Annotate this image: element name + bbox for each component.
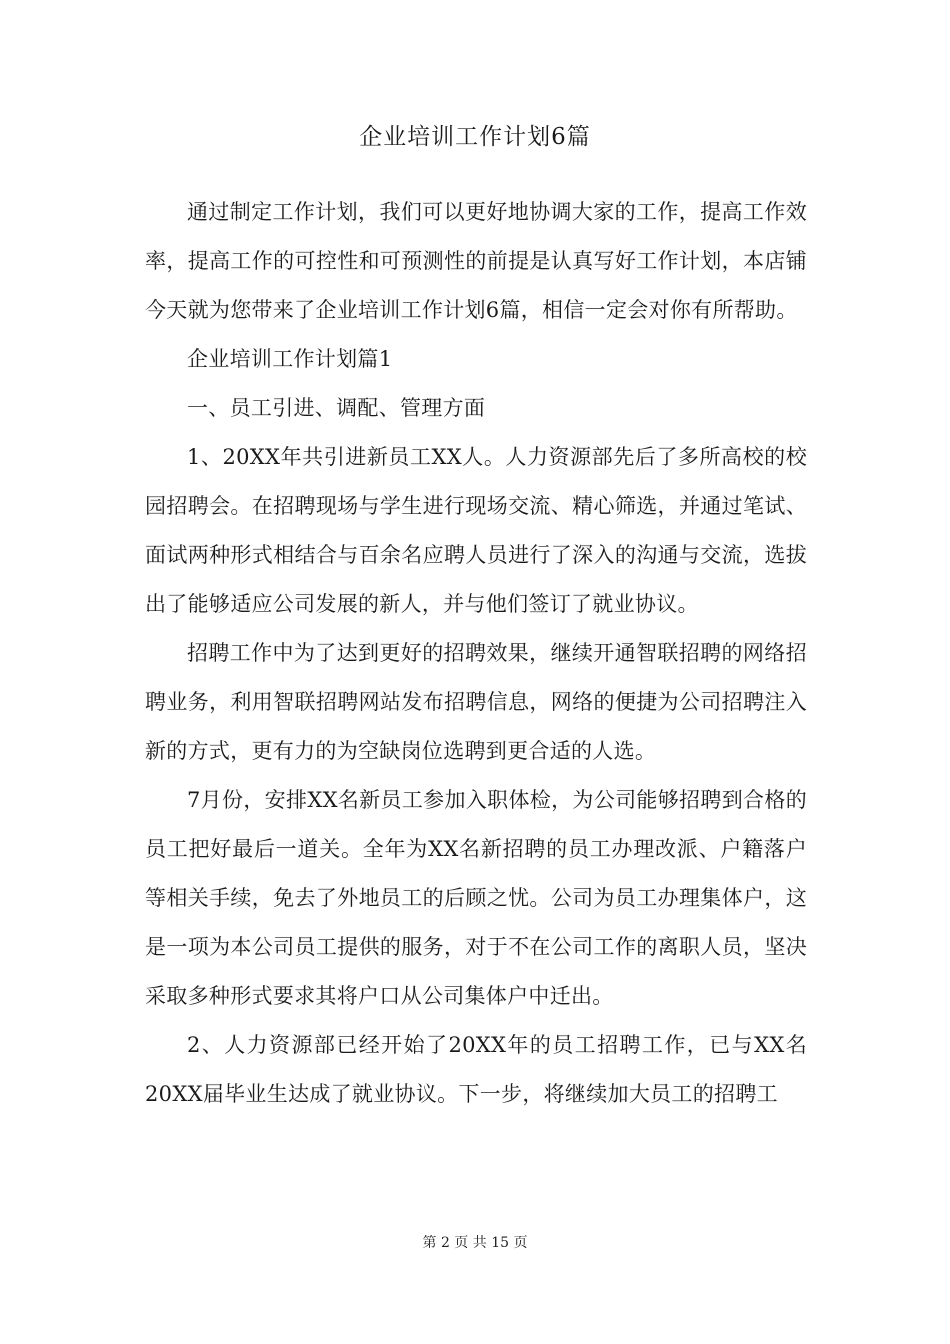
- paragraph-intro: 通过制定工作计划，我们可以更好地协调大家的工作，提高工作效率，提高工作的可控性和可预测性的前提是认真写好工作计划，本店铺今天就为您带来了企业培训工作计划6篇，相信一定会对你有所帮助。: [145, 200, 807, 322]
- paragraph: 7月份，安排XX名新员工参加入职体检，为公司能够招聘到合格的员工把好最后一道关。全年为XX名新招聘的员工办理改派、户籍落户等相关手续，免去了外地员工的后顾之忧。公司为员工办理集体户，这是一项为本公司员工提供的服务，对于不在公司工作的离职人员，坚决采取多种形式要求其将户口从公司集体户中迁出。: [145, 788, 807, 1008]
- paragraph: 2、人力资源部已经开始了20XX年的员工招聘工作，已与XX名20XX届毕业生达成了就业协议。下一步，将继续加大员工的招聘工: [145, 1033, 807, 1106]
- section-heading: 企业培训工作计划篇1: [187, 347, 393, 371]
- paragraph: 1、20XX年共引进新员工XX人。人力资源部先后了多所高校的校园招聘会。在招聘现场与学生进行现场交流、精心筛选，并通过笔试、面试两种形式相结合与百余名应聘人员进行了深入的沟通与交流，选拔出了能够适应公司发展的新人，并与他们签订了就业协议。: [145, 445, 807, 616]
- subsection-heading: 一、员工引进、调配、管理方面: [187, 396, 486, 420]
- document-title: 企业培训工作计划6篇: [359, 124, 591, 150]
- document-body: [145, 188, 807, 1119]
- paragraph: 招聘工作中为了达到更好的招聘效果，继续开通智联招聘的网络招聘业务，利用智联招聘网站发布招聘信息，网络的便捷为公司招聘注入新的方式，更有力的为空缺岗位选聘到更合适的人选。: [145, 641, 807, 763]
- page-number-footer: 第 2 页 共 15 页: [422, 1235, 528, 1251]
